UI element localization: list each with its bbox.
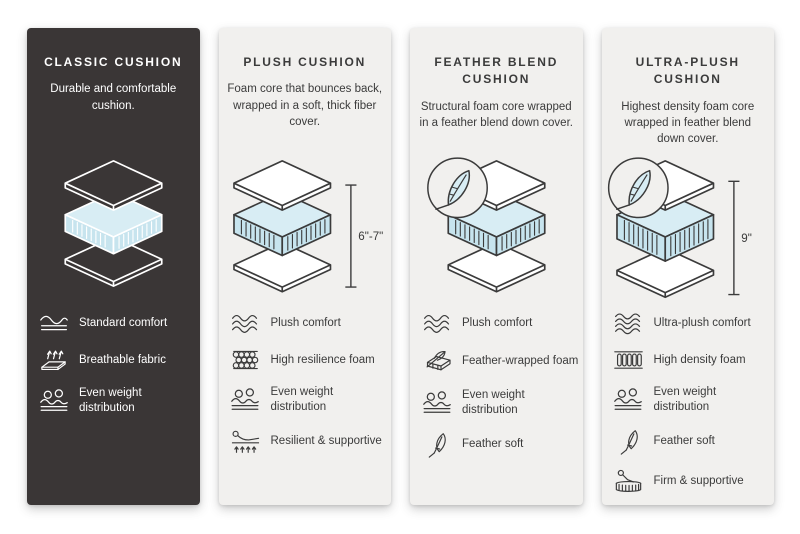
feature-label: Firm & supportive <box>653 474 744 487</box>
feature-label: Ultra-plush comfort <box>653 317 751 330</box>
feature-item <box>420 431 581 458</box>
cushion-layers-illustration <box>221 157 388 304</box>
card-title: FEATHER BLEND CUSHION <box>434 55 559 87</box>
feature-item <box>612 312 773 335</box>
card-header <box>602 28 775 154</box>
feature-item <box>420 348 581 375</box>
feature-item <box>229 312 390 335</box>
feature-label: Even weight distribution <box>79 387 142 414</box>
card-description: Structural foam core wrapped in a feather blend down cover. <box>419 100 573 130</box>
feather-wrapped-foam-icon <box>420 348 453 375</box>
card-classic-cushion <box>27 28 200 505</box>
feature-item <box>612 385 773 415</box>
card-feather-blend-cushion <box>410 28 583 505</box>
card-header <box>27 28 200 154</box>
feature-item <box>229 385 390 415</box>
feature-item <box>229 428 390 455</box>
feature-item <box>612 348 773 372</box>
feature-label: Breathable fabric <box>79 354 166 367</box>
feature-item <box>612 468 773 495</box>
feather-badge-icon <box>609 158 668 217</box>
wave-plush-icon <box>229 312 262 335</box>
card-plush-cushion <box>219 28 392 505</box>
cushion-layers-illustration <box>604 157 771 304</box>
feature-label: High density foam <box>653 353 746 366</box>
card-ultra-plush-cushion <box>602 28 775 505</box>
feature-item <box>229 348 390 372</box>
firm-supportive-icon <box>612 468 645 495</box>
even-weight-icon <box>37 388 70 413</box>
card-title: ULTRA-PLUSH CUSHION <box>635 55 740 87</box>
density-foam-icon <box>612 348 645 372</box>
feature-list <box>27 306 200 416</box>
thickness-measure-line <box>346 185 357 287</box>
thickness-measurement-label: 9" <box>741 232 753 245</box>
feature-item <box>612 428 773 455</box>
resilience-foam-icon <box>229 348 262 372</box>
card-title: CLASSIC CUSHION <box>44 55 183 69</box>
wave-plush-icon <box>420 312 453 335</box>
feature-label: High resilience foam <box>270 353 375 366</box>
even-weight-icon <box>420 390 453 415</box>
feature-label: Feather-wrapped foam <box>462 355 579 368</box>
feather-icon <box>420 431 453 458</box>
feature-label: Plush comfort <box>462 317 533 330</box>
wave-standard-icon <box>37 312 70 335</box>
cards-row <box>27 28 774 505</box>
feature-item <box>420 388 581 418</box>
feature-item <box>420 312 581 335</box>
feature-label: Even weight distribution <box>270 386 334 413</box>
feature-list <box>219 306 392 455</box>
feature-item <box>37 386 198 416</box>
thickness-measure-line <box>729 181 740 294</box>
feature-label: Resilient & supportive <box>270 434 382 447</box>
feather-icon <box>612 428 645 455</box>
card-description: Highest density foam core wrapped in feather blend down cover. <box>621 100 755 146</box>
cushion-diagram <box>602 154 775 306</box>
card-header <box>219 28 392 154</box>
feather-badge-icon <box>428 158 487 217</box>
cushion-diagram <box>219 154 392 306</box>
feature-item <box>37 348 198 373</box>
feature-label: Feather soft <box>462 437 524 450</box>
cushion-diagram <box>27 154 200 306</box>
even-weight-icon <box>612 387 645 412</box>
feature-label: Even weight distribution <box>653 386 717 413</box>
card-description: Durable and comfortable cushion. <box>50 83 177 112</box>
card-description: Foam core that bounces back, wrapped in a soft, thick fiber cover. <box>227 83 383 129</box>
card-header <box>410 28 583 154</box>
cushion-layers-illustration <box>30 157 197 304</box>
breathable-fabric-icon <box>37 348 70 373</box>
resilient-supportive-icon <box>229 428 262 455</box>
feature-label: Feather soft <box>653 434 715 447</box>
feature-label: Plush comfort <box>270 317 341 330</box>
even-weight-icon <box>229 387 262 412</box>
feature-list <box>602 306 775 495</box>
feature-item <box>37 312 198 335</box>
cushion-layers-illustration <box>413 157 580 304</box>
cushion-diagram <box>410 154 583 306</box>
card-title: PLUSH CUSHION <box>243 55 367 69</box>
feature-label: Even weight distribution <box>462 389 525 416</box>
feature-list <box>410 306 583 458</box>
thickness-measurement-label: 6"-7" <box>358 230 384 243</box>
feature-label: Standard comfort <box>79 317 168 330</box>
wave-ultra-icon <box>612 312 645 335</box>
